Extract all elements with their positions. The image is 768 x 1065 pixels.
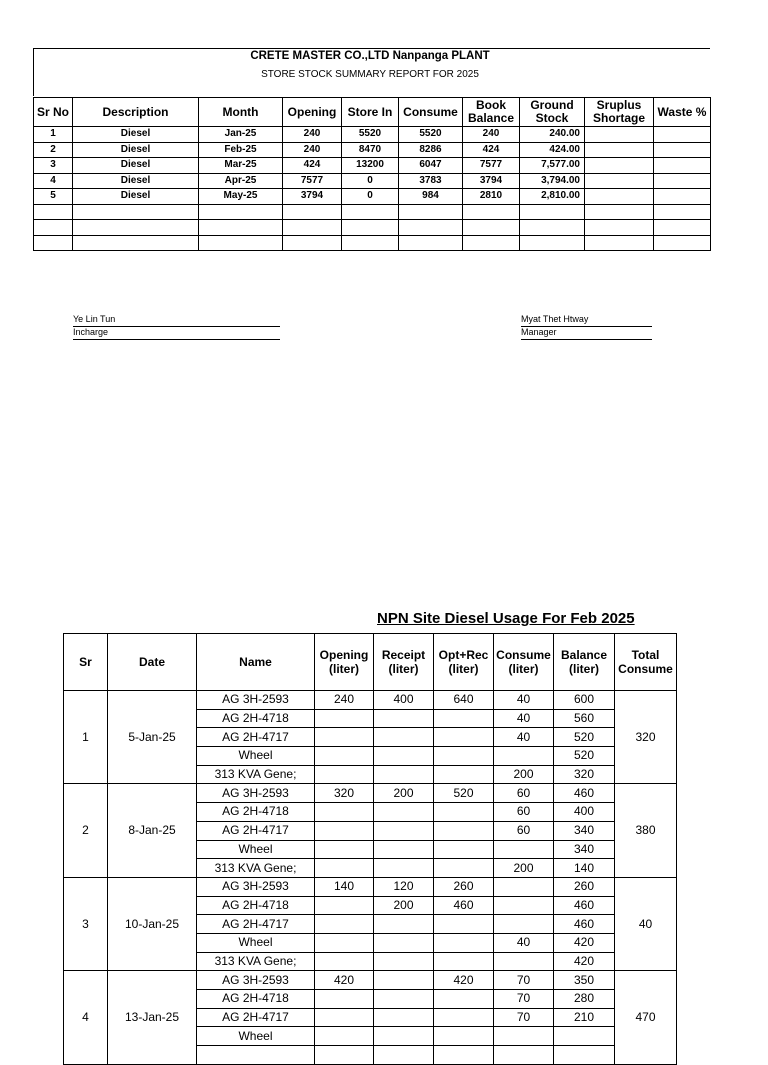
name-cell: AG 2H-4717 — [197, 821, 315, 840]
table-cell — [73, 220, 199, 236]
opening-cell — [315, 1046, 374, 1065]
column-header: Opening — [283, 98, 342, 127]
column-header: Receipt (liter) — [374, 634, 434, 691]
opening-cell: 320 — [315, 784, 374, 803]
sr-cell: 1 — [64, 691, 108, 784]
consume-cell: 70 — [494, 990, 554, 1009]
opening-cell — [315, 728, 374, 747]
table-cell: Feb-25 — [199, 142, 283, 158]
consume-cell: 200 — [494, 765, 554, 784]
company-name: CRETE MASTER CO.,LTD Nanpanga PLANT — [250, 50, 490, 62]
table-cell: Diesel — [73, 142, 199, 158]
date-cell: 10-Jan-25 — [108, 877, 197, 970]
balance-cell: 350 — [554, 971, 615, 990]
opening-cell — [315, 821, 374, 840]
optrec-cell — [434, 765, 494, 784]
table-cell — [585, 173, 654, 189]
receipt-cell: 200 — [374, 784, 434, 803]
table-cell — [399, 220, 463, 236]
empty-row — [34, 235, 711, 251]
table-cell: Diesel — [73, 127, 199, 143]
table-cell — [585, 142, 654, 158]
usage-header-row — [64, 634, 677, 691]
column-header: Consume (liter) — [494, 634, 554, 691]
table-cell: 2 — [34, 142, 73, 158]
optrec-cell — [434, 915, 494, 934]
table-cell — [73, 235, 199, 251]
consume-cell: 200 — [494, 859, 554, 878]
receipt-cell — [374, 1008, 434, 1027]
total-consume-cell: 320 — [615, 691, 677, 784]
name-cell: AG 3H-2593 — [197, 877, 315, 896]
table-cell — [199, 220, 283, 236]
opening-cell — [315, 952, 374, 971]
column-header: Ground Stock — [520, 98, 585, 127]
receipt-cell — [374, 709, 434, 728]
balance-cell: 420 — [554, 933, 615, 952]
table-cell: 5520 — [399, 127, 463, 143]
table-cell: Jan-25 — [199, 127, 283, 143]
table-row — [34, 127, 711, 143]
consume-cell: 40 — [494, 691, 554, 710]
consume-cell: 40 — [494, 709, 554, 728]
table-cell: 13200 — [342, 158, 399, 174]
table-cell: 424 — [463, 142, 520, 158]
total-consume-cell: 470 — [615, 971, 677, 1064]
receipt-cell: 200 — [374, 896, 434, 915]
name-cell: AG 2H-4717 — [197, 728, 315, 747]
optrec-cell — [434, 803, 494, 822]
table-cell: 240 — [283, 142, 342, 158]
column-header: Book Balance — [463, 98, 520, 127]
table-cell — [399, 204, 463, 220]
table-cell — [342, 220, 399, 236]
opening-cell — [315, 840, 374, 859]
table-row — [34, 189, 711, 205]
receipt-cell — [374, 933, 434, 952]
table-cell — [585, 127, 654, 143]
balance-cell: 260 — [554, 877, 615, 896]
empty-row — [34, 204, 711, 220]
table-cell — [520, 235, 585, 251]
report-title: STORE STOCK SUMMARY REPORT FOR 2025 — [261, 69, 479, 80]
balance-cell: 420 — [554, 952, 615, 971]
name-cell: AG 3H-2593 — [197, 691, 315, 710]
opening-cell — [315, 747, 374, 766]
table-cell: 3794 — [283, 189, 342, 205]
column-header: Sruplus Shortage — [585, 98, 654, 127]
opening-cell — [315, 915, 374, 934]
optrec-cell — [434, 1046, 494, 1065]
optrec-cell — [434, 859, 494, 878]
table-cell — [585, 189, 654, 205]
consume-cell — [494, 840, 554, 859]
table-cell: 424.00 — [520, 142, 585, 158]
column-header: Sr No — [34, 98, 73, 127]
name-cell: AG 3H-2593 — [197, 784, 315, 803]
optrec-cell — [434, 952, 494, 971]
optrec-cell — [434, 933, 494, 952]
consume-cell — [494, 1046, 554, 1065]
consume-cell — [494, 1027, 554, 1046]
receipt-cell — [374, 765, 434, 784]
receipt-cell — [374, 859, 434, 878]
table-cell — [654, 158, 711, 174]
balance-cell: 320 — [554, 765, 615, 784]
receipt-cell — [374, 915, 434, 934]
usage-title: NPN Site Diesel Usage For Feb 2025 — [377, 610, 635, 627]
date-cell: 13-Jan-25 — [108, 971, 197, 1064]
table-cell: Diesel — [73, 158, 199, 174]
table-row — [34, 158, 711, 174]
balance-cell: 280 — [554, 990, 615, 1009]
receipt-cell: 120 — [374, 877, 434, 896]
name-cell: AG 2H-4718 — [197, 896, 315, 915]
name-cell: AG 2H-4718 — [197, 803, 315, 822]
name-cell: Wheel — [197, 747, 315, 766]
receipt-cell — [374, 1027, 434, 1046]
table-cell: 7577 — [283, 173, 342, 189]
optrec-cell — [434, 728, 494, 747]
receipt-cell — [374, 840, 434, 859]
receipt-cell — [374, 952, 434, 971]
column-header: Date — [108, 634, 197, 691]
table-cell — [654, 235, 711, 251]
table-cell — [463, 204, 520, 220]
balance-cell: 600 — [554, 691, 615, 710]
opening-cell: 140 — [315, 877, 374, 896]
column-header: Sr — [64, 634, 108, 691]
sr-cell: 4 — [64, 971, 108, 1064]
opening-cell: 240 — [315, 691, 374, 710]
receipt-cell — [374, 728, 434, 747]
column-header: Consume — [399, 98, 463, 127]
name-cell: AG 3H-2593 — [197, 971, 315, 990]
table-cell: 3794 — [463, 173, 520, 189]
table-cell: 5520 — [342, 127, 399, 143]
table-cell — [520, 204, 585, 220]
opening-cell — [315, 803, 374, 822]
signature-line — [73, 339, 280, 340]
report-top-border — [33, 48, 710, 49]
sr-cell: 2 — [64, 784, 108, 877]
table-cell: 0 — [342, 189, 399, 205]
total-consume-cell: 380 — [615, 784, 677, 877]
optrec-cell — [434, 840, 494, 859]
name-cell: Wheel — [197, 840, 315, 859]
name-cell: 313 KVA Gene; — [197, 765, 315, 784]
consume-cell — [494, 915, 554, 934]
name-cell — [197, 1046, 315, 1065]
name-cell: 313 KVA Gene; — [197, 859, 315, 878]
consume-cell: 60 — [494, 784, 554, 803]
balance-cell: 460 — [554, 915, 615, 934]
opening-cell — [315, 896, 374, 915]
table-cell: 1 — [34, 127, 73, 143]
summary-header-row — [34, 98, 711, 127]
sr-cell: 3 — [64, 877, 108, 970]
balance-cell: 340 — [554, 840, 615, 859]
opening-cell — [315, 709, 374, 728]
column-header: Description — [73, 98, 199, 127]
table-row — [34, 142, 711, 158]
table-cell: Diesel — [73, 173, 199, 189]
balance-cell: 460 — [554, 896, 615, 915]
consume-cell — [494, 952, 554, 971]
column-header: Waste % — [654, 98, 711, 127]
table-cell: 240 — [463, 127, 520, 143]
table-cell — [463, 235, 520, 251]
balance-cell: 140 — [554, 859, 615, 878]
table-row — [64, 691, 677, 710]
column-header: Store In — [342, 98, 399, 127]
table-cell — [654, 127, 711, 143]
table-cell — [34, 220, 73, 236]
table-cell — [654, 142, 711, 158]
table-cell: 2810 — [463, 189, 520, 205]
balance-cell: 520 — [554, 728, 615, 747]
table-cell — [283, 235, 342, 251]
optrec-cell — [434, 1027, 494, 1046]
table-cell — [585, 235, 654, 251]
column-header: Opt+Rec (liter) — [434, 634, 494, 691]
consume-cell: 70 — [494, 971, 554, 990]
opening-cell — [315, 1008, 374, 1027]
total-consume-cell: 40 — [615, 877, 677, 970]
optrec-cell: 520 — [434, 784, 494, 803]
table-cell: 984 — [399, 189, 463, 205]
balance-cell — [554, 1046, 615, 1065]
stock-summary-table — [33, 97, 711, 251]
balance-cell: 560 — [554, 709, 615, 728]
receipt-cell — [374, 747, 434, 766]
name-cell: 313 KVA Gene; — [197, 952, 315, 971]
incharge-name: Ye Lin Tun — [73, 314, 116, 324]
table-cell: 3 — [34, 158, 73, 174]
table-cell: Diesel — [73, 189, 199, 205]
opening-cell — [315, 990, 374, 1009]
table-cell: Apr-25 — [199, 173, 283, 189]
receipt-cell — [374, 990, 434, 1009]
table-cell: Mar-25 — [199, 158, 283, 174]
consume-cell — [494, 747, 554, 766]
table-cell: 5 — [34, 189, 73, 205]
optrec-cell: 420 — [434, 971, 494, 990]
column-header: Total Consume — [615, 634, 677, 691]
table-row — [34, 173, 711, 189]
table-cell — [283, 220, 342, 236]
consume-cell: 60 — [494, 821, 554, 840]
table-cell — [654, 189, 711, 205]
table-cell: 3783 — [399, 173, 463, 189]
opening-cell — [315, 859, 374, 878]
optrec-cell — [434, 709, 494, 728]
consume-cell: 70 — [494, 1008, 554, 1027]
table-cell — [34, 235, 73, 251]
consume-cell: 40 — [494, 728, 554, 747]
date-cell: 8-Jan-25 — [108, 784, 197, 877]
receipt-cell — [374, 821, 434, 840]
name-cell: AG 2H-4718 — [197, 709, 315, 728]
optrec-cell — [434, 747, 494, 766]
manager-role: Manager — [521, 327, 557, 337]
table-cell: 0 — [342, 173, 399, 189]
table-cell: 7,577.00 — [520, 158, 585, 174]
opening-cell — [315, 765, 374, 784]
balance-cell — [554, 1027, 615, 1046]
table-cell: 3,794.00 — [520, 173, 585, 189]
consume-cell — [494, 877, 554, 896]
name-cell: AG 2H-4717 — [197, 1008, 315, 1027]
receipt-cell — [374, 971, 434, 990]
column-header: Balance (liter) — [554, 634, 615, 691]
diesel-usage-table — [63, 633, 677, 1065]
table-cell: 240 — [283, 127, 342, 143]
table-cell: 8470 — [342, 142, 399, 158]
signature-line — [521, 339, 652, 340]
table-cell: 4 — [34, 173, 73, 189]
table-cell — [283, 204, 342, 220]
optrec-cell: 260 — [434, 877, 494, 896]
table-cell — [199, 204, 283, 220]
table-row — [64, 971, 677, 990]
table-cell: 7577 — [463, 158, 520, 174]
table-cell: 424 — [283, 158, 342, 174]
receipt-cell — [374, 803, 434, 822]
consume-cell: 40 — [494, 933, 554, 952]
table-cell — [520, 220, 585, 236]
table-cell: 2,810.00 — [520, 189, 585, 205]
table-cell: 240.00 — [520, 127, 585, 143]
receipt-cell — [374, 1046, 434, 1065]
balance-cell: 210 — [554, 1008, 615, 1027]
table-cell — [654, 220, 711, 236]
consume-cell: 60 — [494, 803, 554, 822]
optrec-cell — [434, 990, 494, 1009]
manager-name: Myat Thet Htway — [521, 314, 589, 324]
table-cell: May-25 — [199, 189, 283, 205]
receipt-cell: 400 — [374, 691, 434, 710]
empty-row — [34, 220, 711, 236]
table-cell — [585, 158, 654, 174]
name-cell: AG 2H-4717 — [197, 915, 315, 934]
incharge-role: Incharge — [73, 327, 109, 337]
table-cell — [585, 220, 654, 236]
name-cell: AG 2H-4718 — [197, 990, 315, 1009]
table-row — [64, 877, 677, 896]
opening-cell — [315, 1027, 374, 1046]
table-cell — [585, 204, 654, 220]
optrec-cell: 460 — [434, 896, 494, 915]
optrec-cell — [434, 1008, 494, 1027]
column-header: Opening (liter) — [315, 634, 374, 691]
optrec-cell: 640 — [434, 691, 494, 710]
name-cell: Wheel — [197, 1027, 315, 1046]
balance-cell: 520 — [554, 747, 615, 766]
consume-cell — [494, 896, 554, 915]
balance-cell: 400 — [554, 803, 615, 822]
table-cell — [342, 235, 399, 251]
table-row — [64, 784, 677, 803]
balance-cell: 340 — [554, 821, 615, 840]
table-cell — [654, 173, 711, 189]
table-cell: 8286 — [399, 142, 463, 158]
column-header: Name — [197, 634, 315, 691]
table-cell — [463, 220, 520, 236]
table-cell: 6047 — [399, 158, 463, 174]
name-cell: Wheel — [197, 933, 315, 952]
column-header: Month — [199, 98, 283, 127]
table-cell — [342, 204, 399, 220]
optrec-cell — [434, 821, 494, 840]
table-cell — [654, 204, 711, 220]
table-cell — [399, 235, 463, 251]
opening-cell — [315, 933, 374, 952]
date-cell: 5-Jan-25 — [108, 691, 197, 784]
balance-cell: 460 — [554, 784, 615, 803]
table-cell — [34, 204, 73, 220]
table-cell — [199, 235, 283, 251]
opening-cell: 420 — [315, 971, 374, 990]
table-cell — [73, 204, 199, 220]
